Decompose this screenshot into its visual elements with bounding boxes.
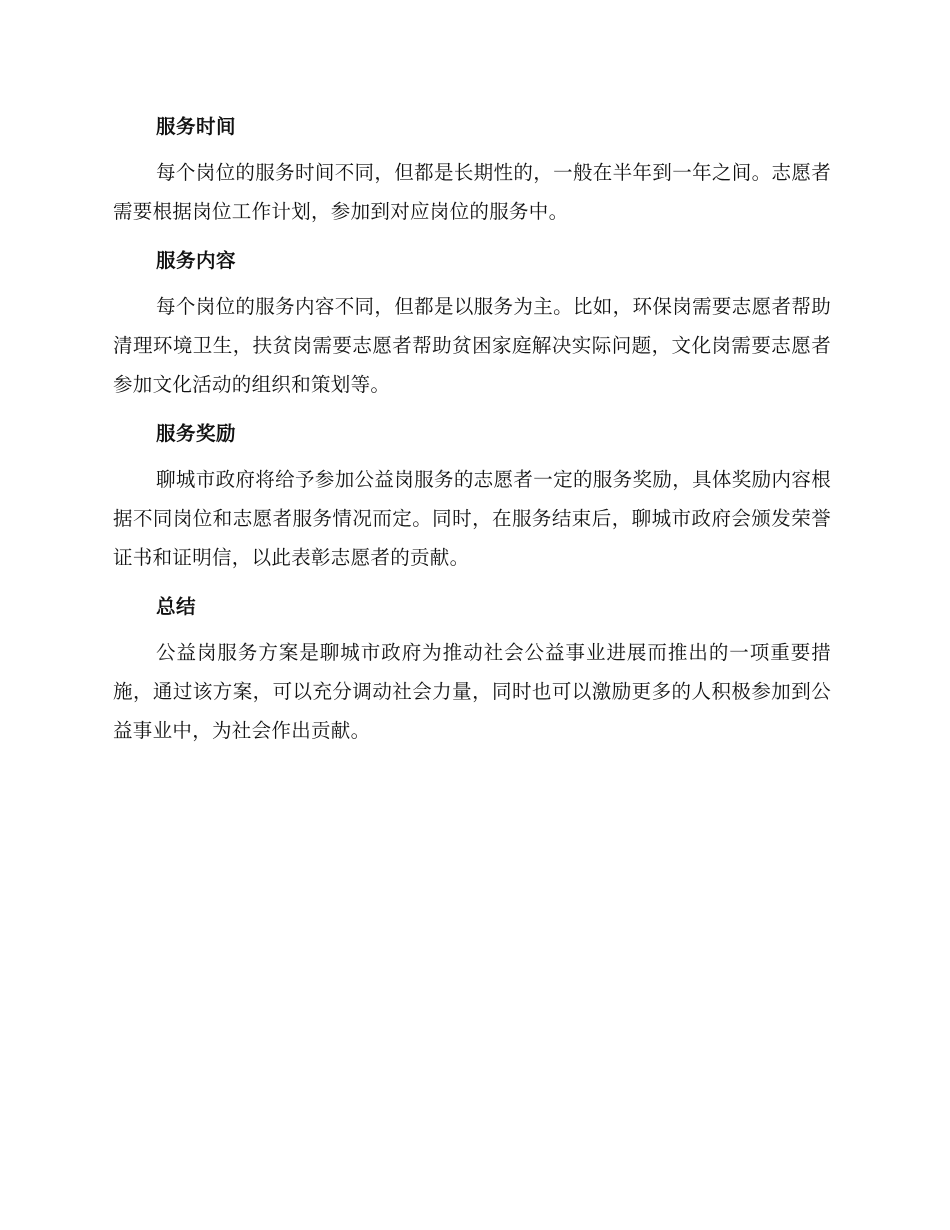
section-heading: 服务内容 bbox=[156, 249, 237, 272]
section-service-content bbox=[113, 242, 831, 404]
section-service-time bbox=[113, 108, 831, 231]
section-heading: 服务奖励 bbox=[156, 422, 237, 445]
section-summary bbox=[113, 588, 831, 750]
section-paragraph: 聊城市政府将给予参加公益岗服务的志愿者一定的服务奖励，具体奖励内容根据不同岗位和志愿者服务情况而定。同时，在服务结束后，聊城市政府会颁发荣誉证书和证明信，以此表彰志愿者的贡献。 bbox=[113, 468, 831, 569]
section-paragraph: 每个岗位的服务内容不同，但都是以服务为主。比如，环保岗需要志愿者帮助清理环境卫生，扶贫岗需要志愿者帮助贫困家庭解决实际问题，文化岗需要志愿者参加文化活动的组织和策划等。 bbox=[113, 295, 831, 396]
section-paragraph: 每个岗位的服务时间不同，但都是长期性的，一般在半年到一年之间。志愿者需要根据岗位工作计划，参加到对应岗位的服务中。 bbox=[113, 161, 831, 223]
section-heading: 总结 bbox=[156, 595, 197, 618]
document-content bbox=[113, 108, 831, 761]
section-heading: 服务时间 bbox=[156, 115, 237, 138]
section-paragraph: 公益岗服务方案是聊城市政府为推动社会公益事业进展而推出的一项重要措施，通过该方案，可以充分调动社会力量，同时也可以激励更多的人积极参加到公益事业中，为社会作出贡献。 bbox=[113, 641, 831, 742]
section-service-reward bbox=[113, 415, 831, 577]
